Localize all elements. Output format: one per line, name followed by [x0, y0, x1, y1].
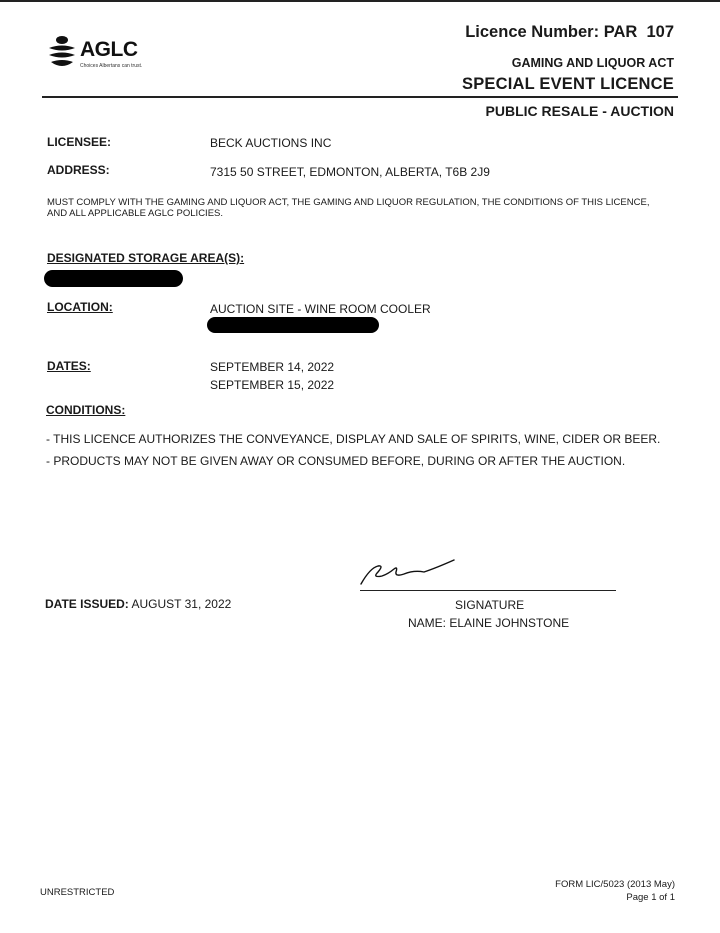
date-2: SEPTEMBER 15, 2022 — [210, 378, 335, 392]
date-issued — [45, 597, 231, 611]
signatory-name: NAME: ELAINE JOHNSTONE — [408, 616, 570, 630]
storage-label: DESIGNATED STORAGE AREA(S): — [47, 251, 245, 265]
date-issued-label: DATE ISSUED: — [45, 597, 129, 611]
aglc-logo-icon — [46, 34, 78, 72]
form-number: FORM LIC/5023 (2013 May) — [555, 879, 675, 890]
page-number: Page 1 of 1 — [626, 892, 675, 903]
licence-number-value: PAR 107 — [603, 23, 674, 41]
header-rule — [42, 96, 678, 98]
condition-1: - THIS LICENCE AUTHORIZES THE CONVEYANCE, DISPLAY AND SALE OF SPIRITS, WINE, CIDER OR BEER. — [46, 432, 661, 446]
redaction-storage — [44, 270, 183, 287]
compliance-text: MUST COMPLY WITH THE GAMING AND LIQUOR ACT, THE GAMING AND LIQUOR REGULATION, THE CONDITIONS OF THIS LICENCE, AND ALL APPLICABLE AGLC POLICIES. — [47, 197, 650, 219]
location-value: AUCTION SITE - WINE ROOM COOLER — [210, 302, 431, 316]
licence-category: PUBLIC RESALE - AUCTION — [485, 103, 674, 119]
act-title: GAMING AND LIQUOR ACT — [511, 56, 674, 70]
licensee-label: LICENSEE: — [47, 135, 112, 149]
licence-number — [465, 23, 674, 42]
licence-type: SPECIAL EVENT LICENCE — [461, 75, 674, 93]
licence-number-label: Licence Number: — [465, 23, 600, 41]
handwritten-signature — [358, 552, 458, 592]
licensee-value: BECK AUCTIONS INC — [210, 136, 332, 150]
logo-tagline: Choices Albertans can trust. — [80, 63, 143, 69]
signature-label: SIGNATURE — [455, 598, 525, 612]
address-value: 7315 50 STREET, EDMONTON, ALBERTA, T6B 2J9 — [210, 165, 490, 179]
dates-label: DATES: — [47, 359, 91, 373]
top-border — [0, 0, 720, 2]
redaction-location — [207, 317, 379, 333]
condition-2: - PRODUCTS MAY NOT BE GIVEN AWAY OR CONSUMED BEFORE, DURING OR AFTER THE AUCTION. — [46, 454, 626, 468]
logo-wordmark: AGLC — [80, 38, 138, 61]
location-label: LOCATION: — [47, 300, 113, 314]
date-1: SEPTEMBER 14, 2022 — [210, 360, 335, 374]
date-issued-value: AUGUST 31, 2022 — [131, 597, 232, 611]
aglc-logo — [46, 34, 166, 74]
address-label: ADDRESS: — [47, 163, 110, 177]
signature-line — [360, 590, 616, 591]
classification: UNRESTRICTED — [40, 887, 115, 898]
conditions-label: CONDITIONS: — [46, 403, 126, 417]
